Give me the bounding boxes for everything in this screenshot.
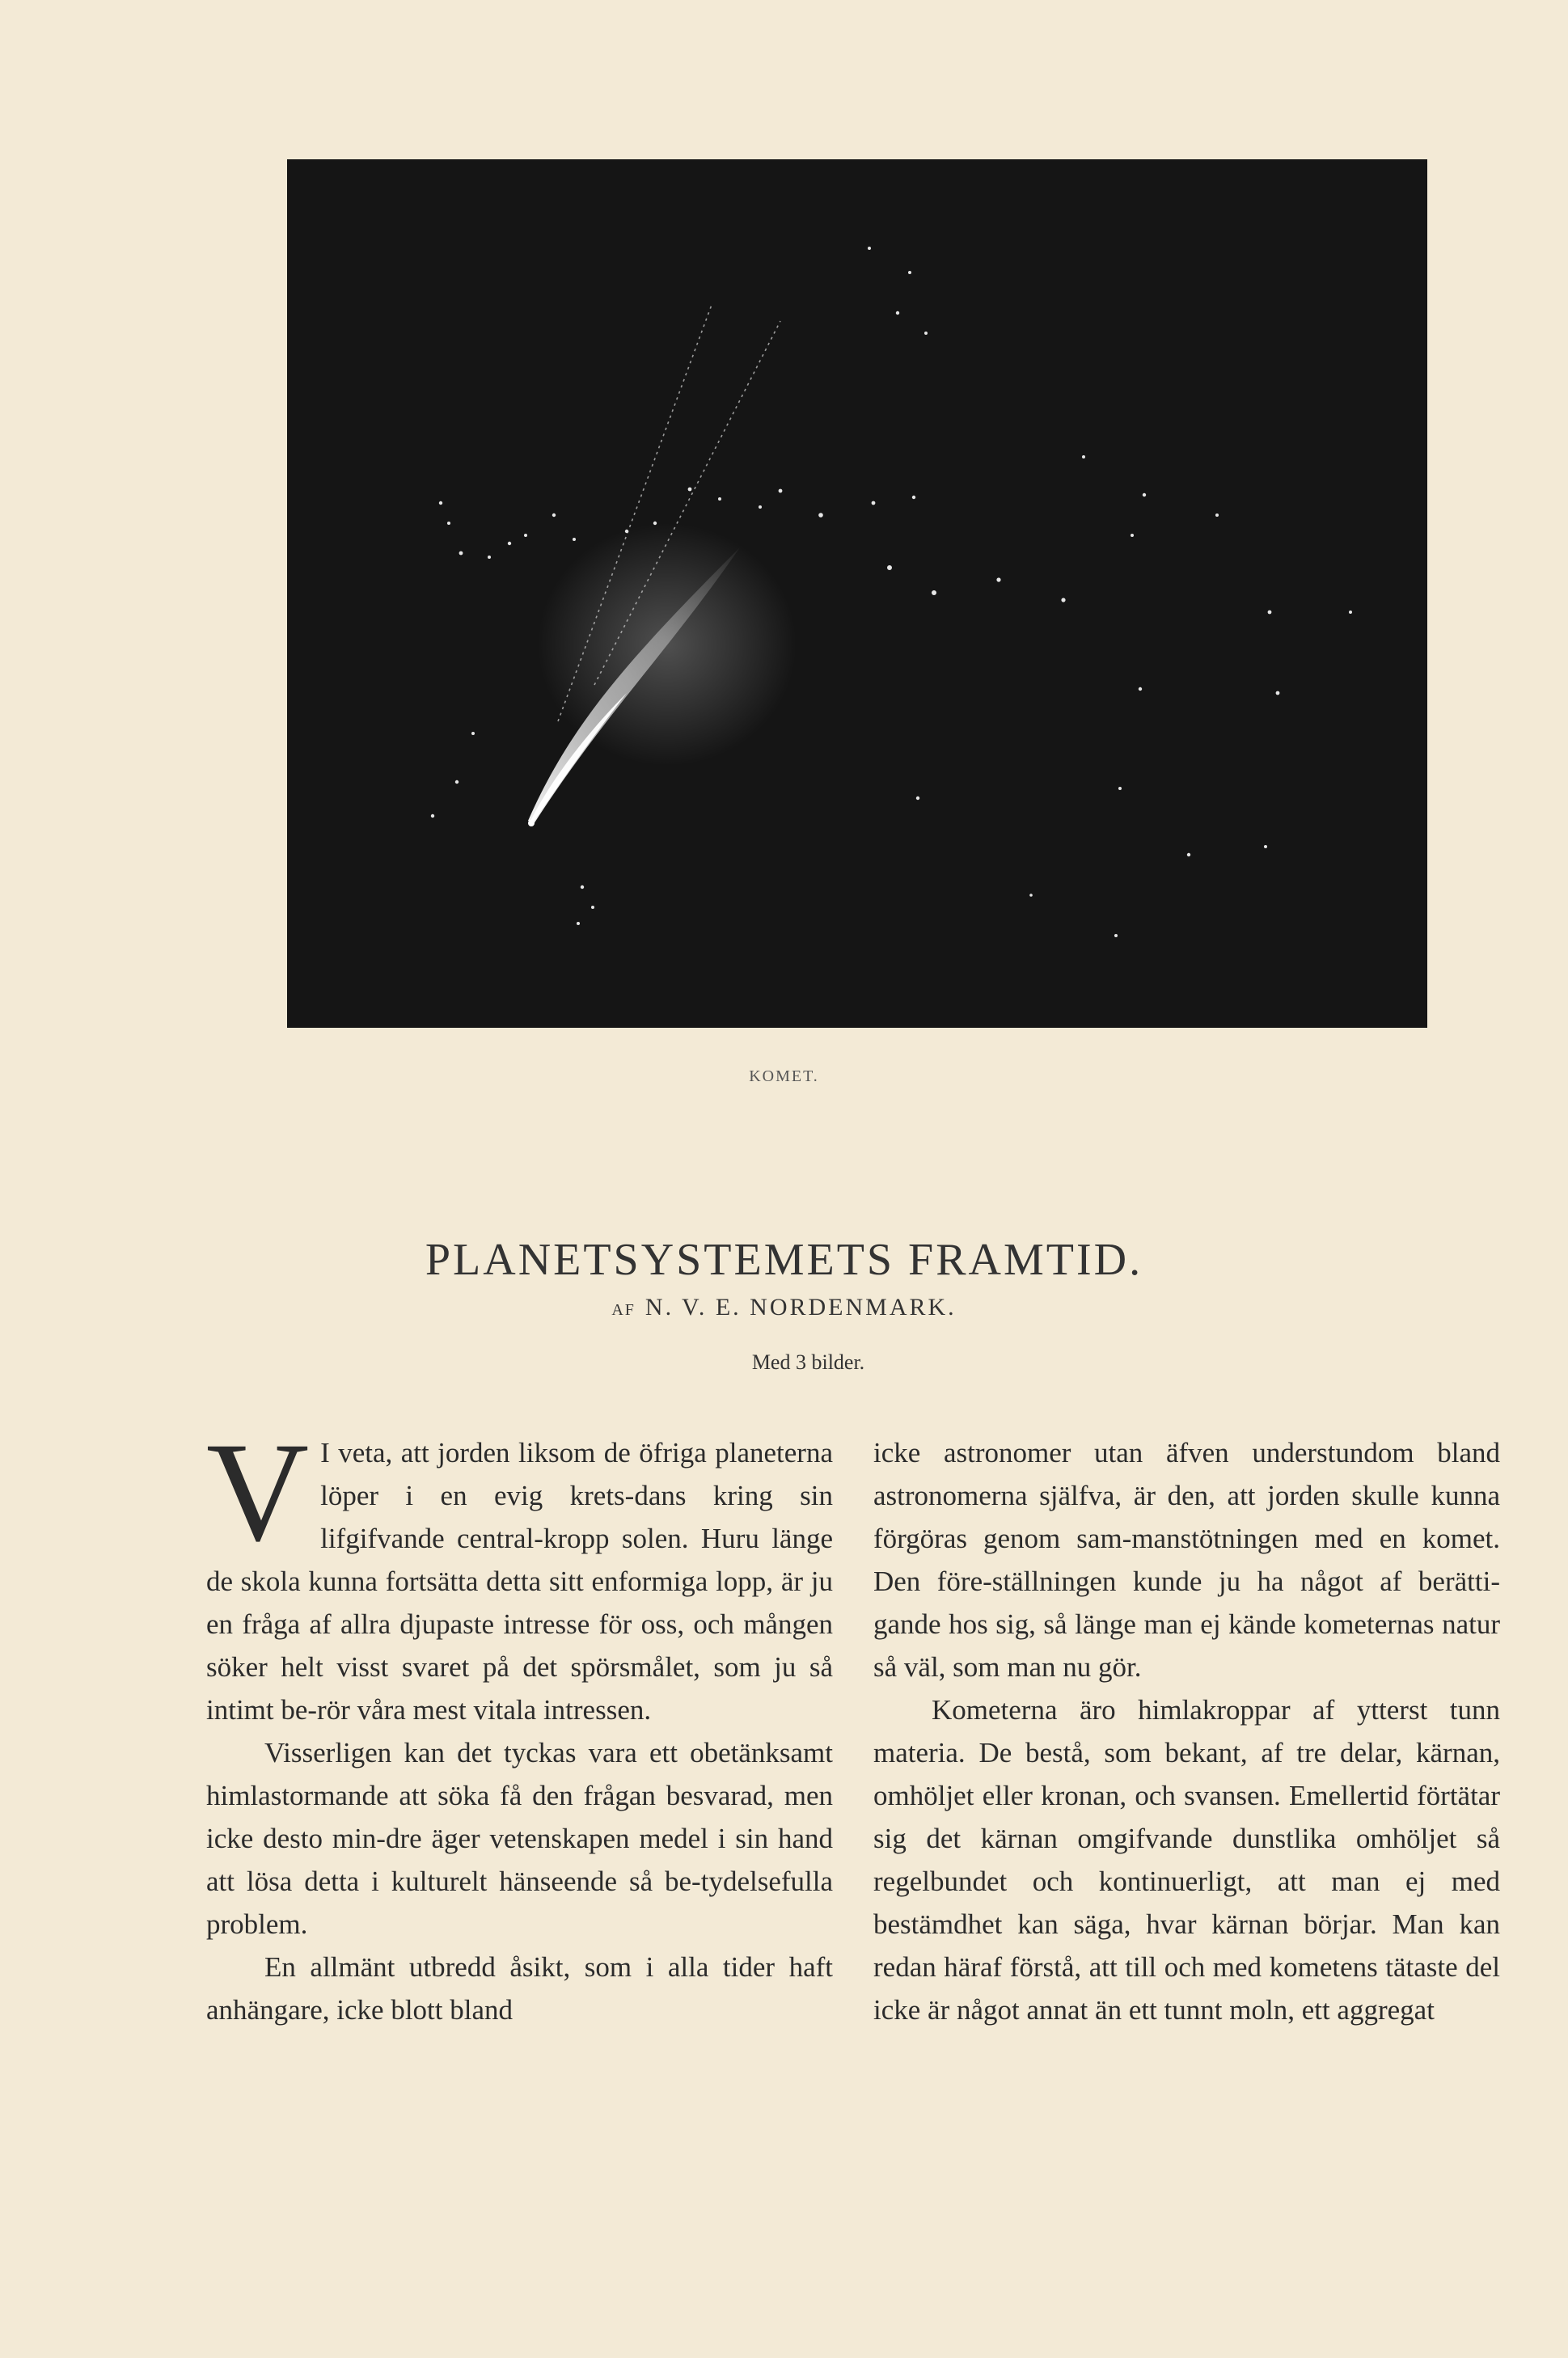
paragraph-3: En allmänt utbredd åsikt, som i alla tider haft anhängare, icke blott bland [206, 1951, 833, 2026]
author-name: N. V. E. NORDENMARK. [645, 1294, 957, 1321]
left-column [206, 1414, 833, 2031]
paragraph-1 [206, 1414, 833, 1731]
drop-cap: V [206, 1414, 310, 1571]
paragraph-2: Visserligen kan det tyckas vara ett obetänksamt himlastormande att söka få den frågan besvarad, men icke desto min-dre äger vetenskapen medel i sin hand att lösa detta i kulturelt hänseende så be-tydelsefulla problem. [206, 1737, 833, 1940]
author-prefix: AF [611, 1301, 636, 1319]
article-title: PLANETSYSTEMETS FRAMTID. [425, 1234, 1143, 1285]
paragraph-1-text: I veta, att jorden liksom de öfriga planeterna löper i en evig krets-dans kring sin lifgifvande central-kropp solen. Huru länge de skola kunna fortsätta detta sitt enformiga lopp, är ju en fråga af allra djupaste intresse för oss, och mången söker helt visst svaret på det spörsmålet, som ju så intimt be-rör våra mest vitala intressen. [206, 1437, 833, 1726]
image-count-note: Med 3 bilder. [751, 1350, 865, 1374]
author-byline [0, 1294, 1568, 1321]
right-column [873, 1431, 1500, 2031]
paragraph-4: icke astronomer utan äfven understundom bland astronomerna själfva, är den, att jorden skulle kunna förgöras genom sam-manstötningen med en komet. Den före-ställningen kunde ju ha något af berätti-gande hos sig, så länge man ej kände kometernas natur så väl, som man nu gör. [873, 1437, 1500, 1683]
comet-engraving [287, 159, 1427, 1028]
comet-illustration [287, 159, 1427, 1028]
paragraph-5: Kometerna äro himlakroppar af ytterst tunn materia. De bestå, som bekant, af tre delar, kärnan, omhöljet eller kronan, och svansen. Emellertid förtätar sig det kärnan omgifvande dunstlika omhöljet så regelbundet och kontinuerligt, att man ej med bestämdhet kan säga, hvar kärnan börjar. Man kan redan häraf förstå, att till och med kometens tätaste del icke är något annat än ett tunnt moln, ett aggregat [873, 1694, 1500, 2026]
figure-caption: KOMET. [749, 1067, 819, 1085]
